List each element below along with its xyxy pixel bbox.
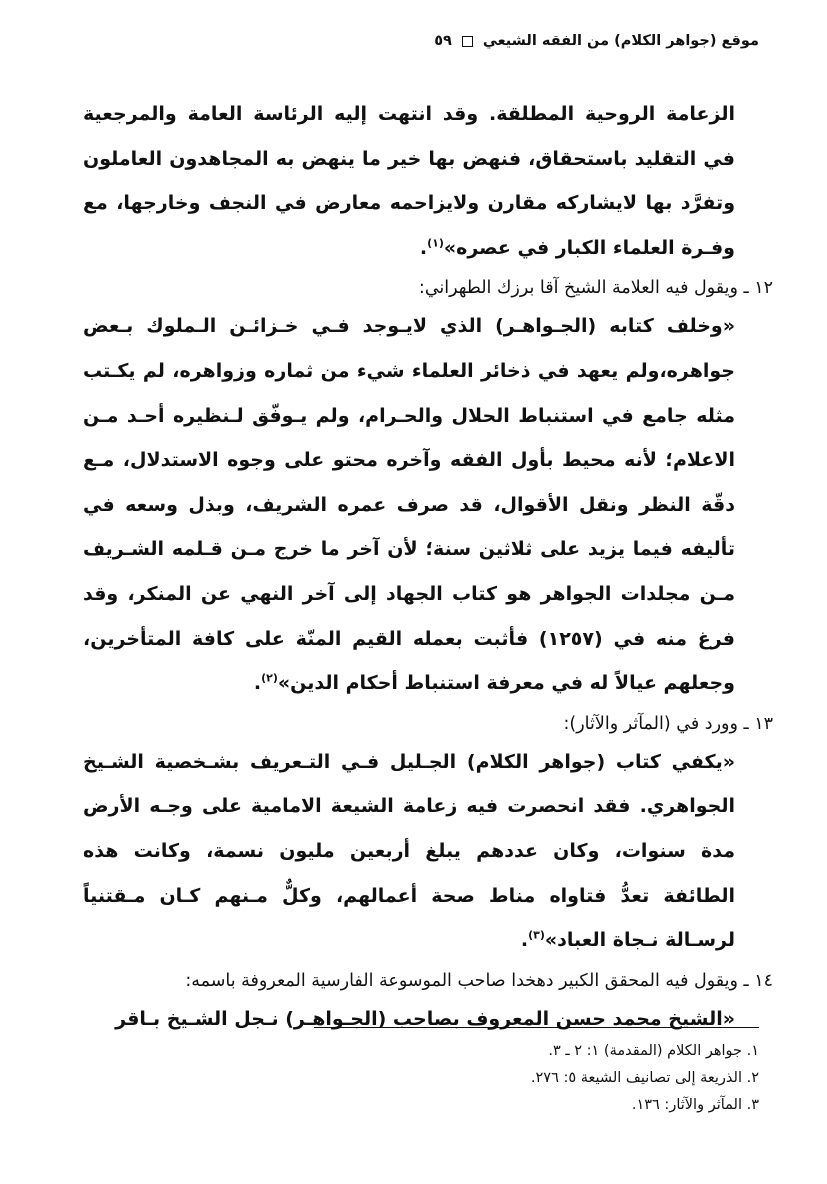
header-title: موقع (جواهر الكلام) من الفقه الشيعي (482, 33, 759, 49)
footnote-1: ١. جواهر الكلام (المقدمة) ١: ٢ ـ ٣. (548, 1043, 759, 1059)
numbered-item-12: ١٢ ـ ويقول فيه العلامة الشيخ آقا برزك الطهراني: (418, 278, 773, 299)
footnote-3: ٣. المآثر والآثار: ١٣٦. (631, 1097, 759, 1113)
page-number: ٥٩ (434, 33, 452, 49)
footnote-ref-1[interactable]: (١) (427, 236, 444, 250)
paragraph-text: «وخلف كتابه (الجـواهـر) الذي لايـوجد فـي خـزائـن الـملوك بـعض جواهره،ولم يعهد في ذخائر العلماء شيء من ثماره وزواهره، لم يكـتب مثله جامع في استنباط الحلال والحـرام، ولم يـوفّق لـنظيره أحـد مـن الاعلام؛ لأنه محيط بأول الفقه وآخره محتو على وجوه الاستدلال، مـع دقّة النظر ونقل الأقوال، قد صرف عمره الشريف، وبذل وسعه في تأليفه فيما يزيد على ثلاثين سنة؛ لأن آخر ما خرج مـن قـلمه الشـريف مـن مجلدات الجواهر هو كتاب الجهاد إلى آخر النهي عن المنكر، وقد فرغ منه في (١٢٥٧) فأثبت بعمله القيم المنّة على كافة المتأخرين، وجعلهم عيالاً له في معرفة استنباط أحكام الدين» (83, 315, 735, 695)
header-square-separator-icon (462, 36, 473, 47)
footnote-divider (314, 1027, 759, 1028)
paragraph-text: «يكفي كتاب (جواهر الكلام) الجـليل فـي التـعريف بشـخصية الشـيخ الجواهري. فقد انحصرت فيه زعامة الشيعة الامامية على وجـه الأرض مدة سنوات، وكان عددهم يبلغ أربعين مليون نسمة، وكانت هذه الطائفة تعدُّ فتاواه مناط صحة أعمالهم، وكلٌّ مـنهم كـان مـقتنياً لرسـالة نـجاة العباد» (83, 750, 735, 952)
quote-paragraph-maathir (83, 740, 735, 963)
paragraph-end: . (253, 672, 262, 695)
footnote-ref-2[interactable]: (٢) (261, 671, 278, 685)
footnote-ref-3[interactable]: (٣) (528, 928, 545, 942)
running-header (434, 33, 759, 49)
paragraph-text: الزعامة الروحية المطلقة. وقد انتهت إليه الرئاسة العامة والمرجعية في التقليد باستحقاق، فنهض بها خير ما ينهض به المجاهدون العاملون وتفرَّد بها لايشاركه مقارن ولايزاحمه معارض في النجف وخارجها، مع وفـرة العلماء الكبار في عصره» (83, 103, 735, 259)
paragraph-continuation (83, 92, 735, 270)
quote-paragraph-dehkhoda: «الشيخ محمد حسن المعروف بصاحب (الجـواهـر) نـجل الشـيخ بـاقر (115, 1007, 735, 1030)
paragraph-end: . (520, 929, 529, 952)
quote-paragraph-tehrani (83, 304, 735, 705)
numbered-item-14: ١٤ ـ ويقول فيه المحقق الكبير دهخدا صاحب الموسوعة الفارسية المعروفة باسمه: (185, 970, 773, 991)
footnotes (314, 1038, 759, 1119)
footnote-2: ٢. الذريعة إلى تصانيف الشيعة ٥: ٢٧٦. (530, 1070, 759, 1086)
main-text (73, 92, 773, 1041)
numbered-item-13: ١٣ ـ وورد في (المآثر والآثار): (563, 713, 773, 734)
paragraph-end: . (419, 236, 428, 259)
